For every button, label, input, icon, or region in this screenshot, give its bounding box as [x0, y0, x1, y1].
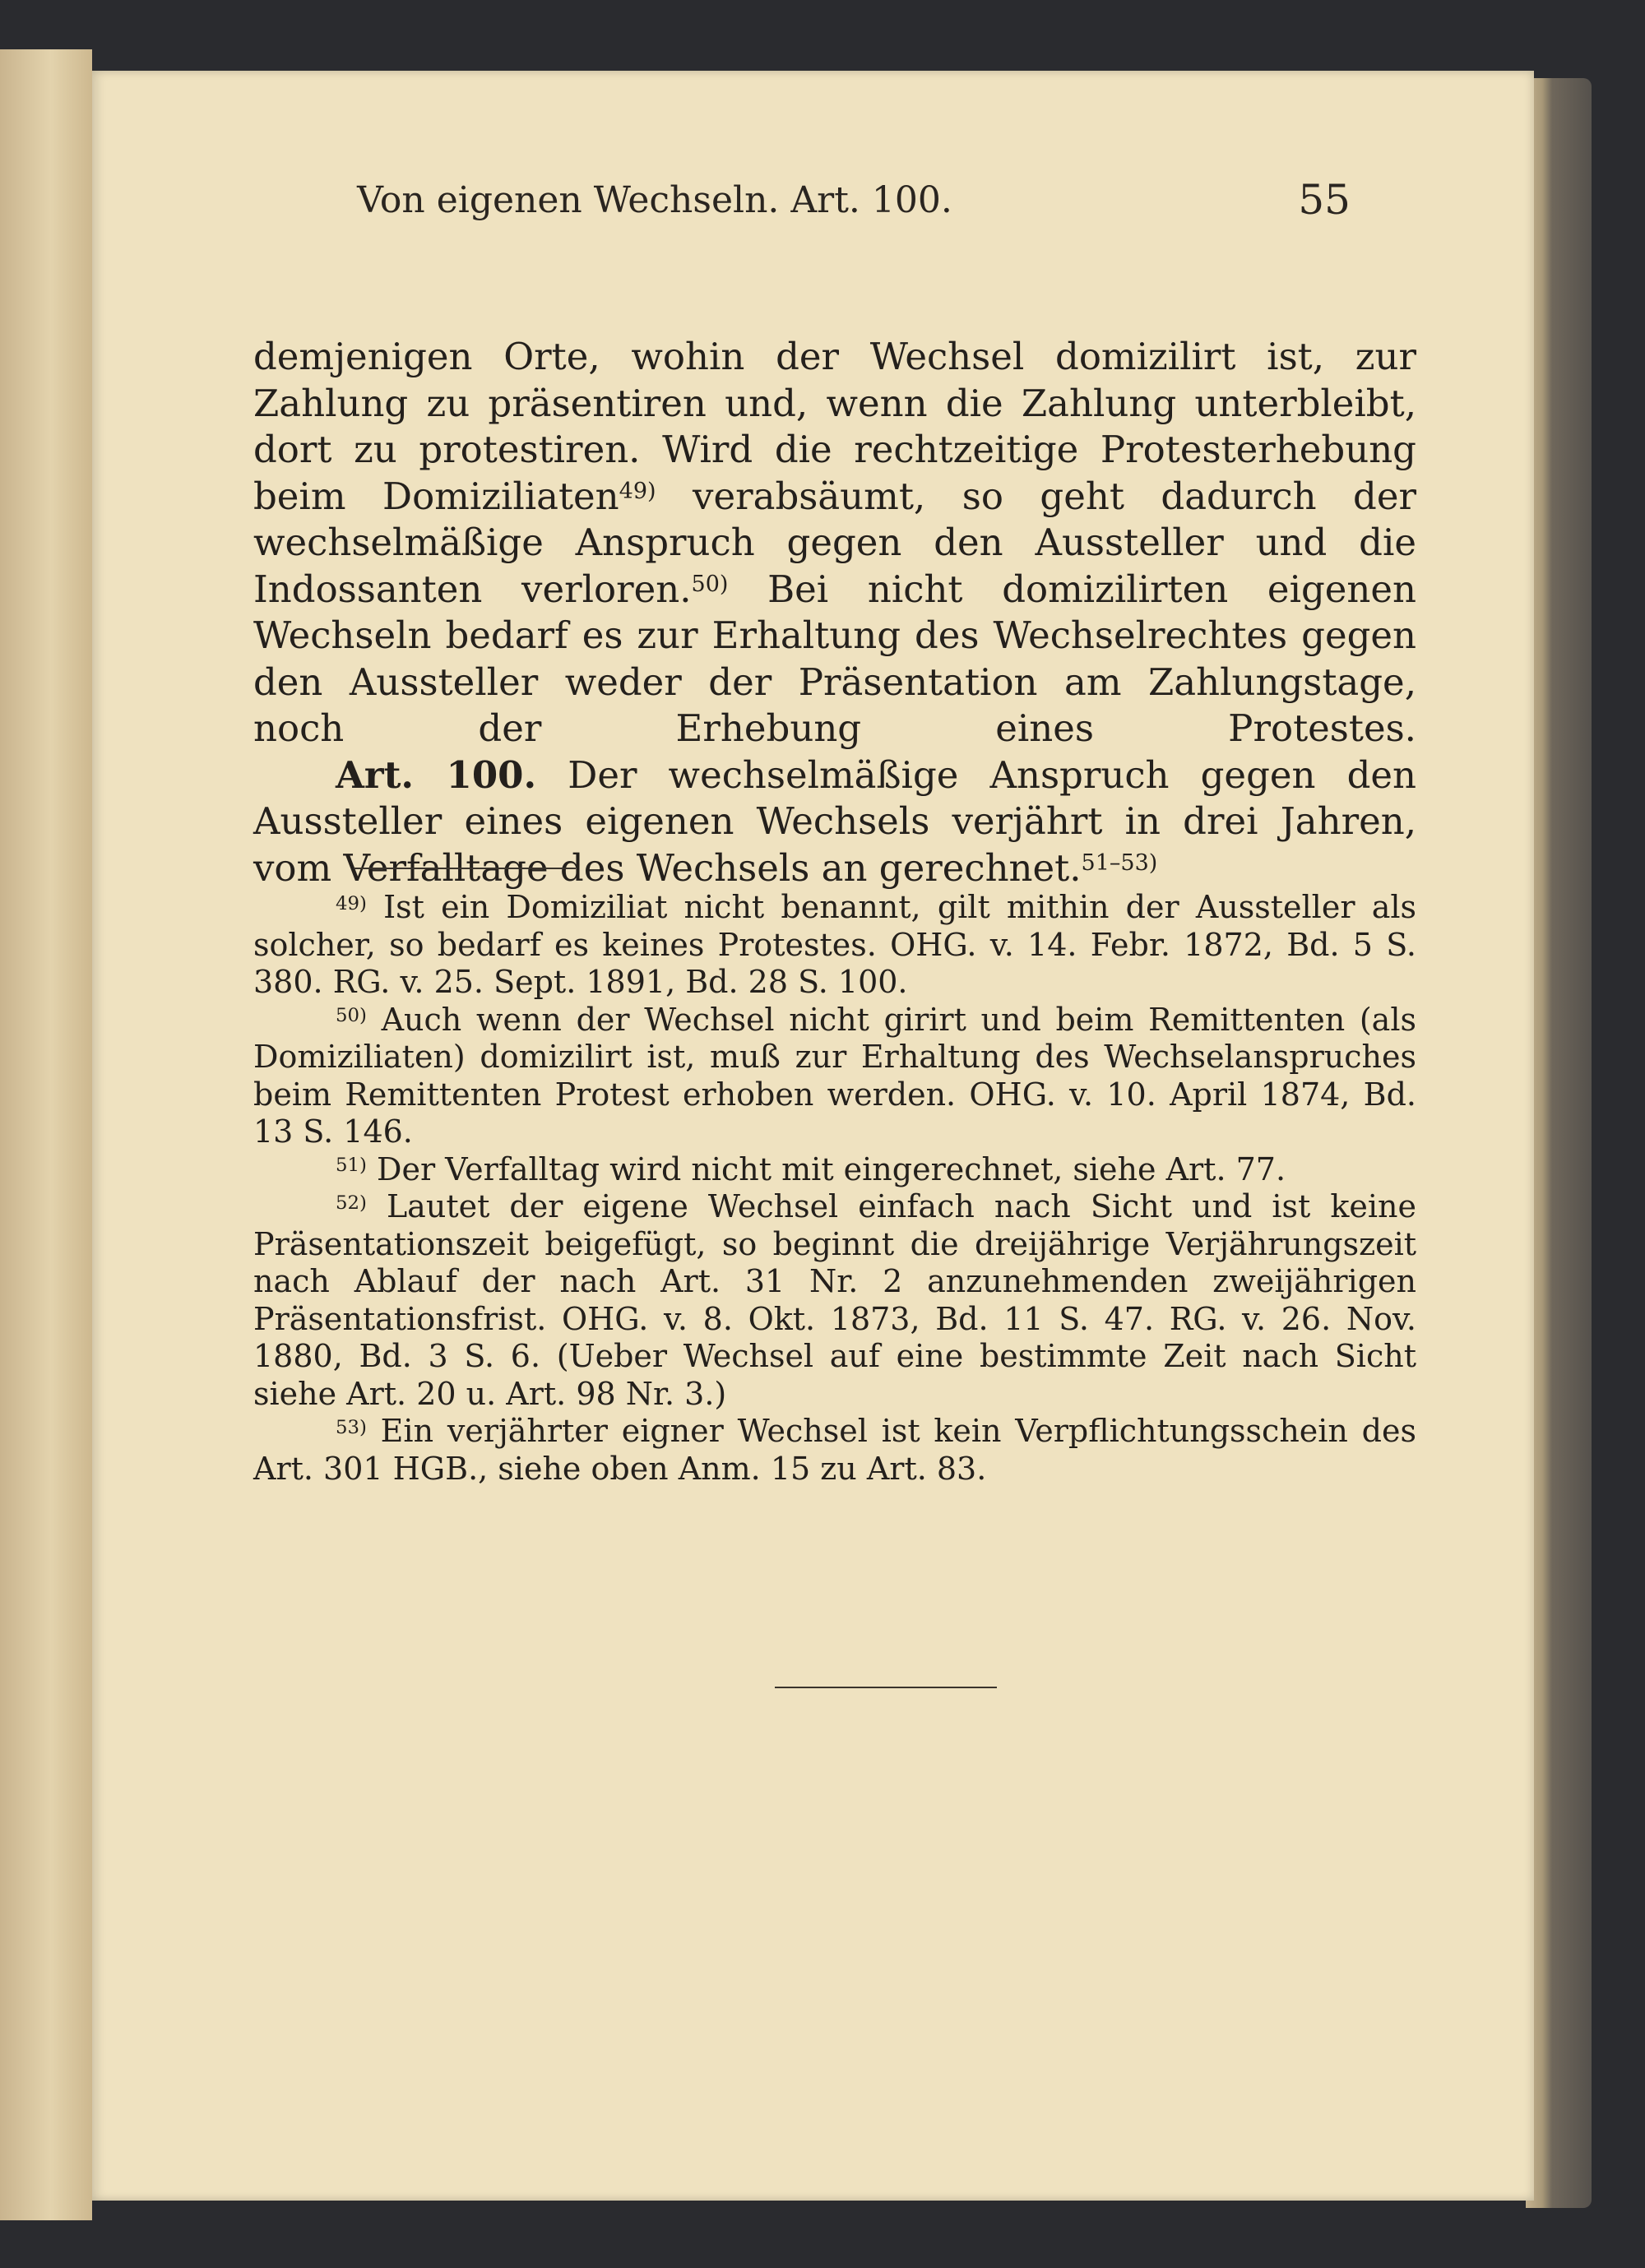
paragraph-art-100 — [253, 752, 1416, 892]
footnote-ref-51-53: 51–53) — [1081, 850, 1158, 877]
footnote-49 — [253, 889, 1416, 1002]
footnote-mark: 51) — [336, 1155, 367, 1177]
running-head: Von eigenen Wechseln. Art. 100. — [357, 179, 952, 221]
footnote-50 — [253, 1002, 1416, 1151]
article-label: Art. 100. — [336, 752, 537, 797]
closing-divider — [775, 1687, 997, 1688]
left-page-edge — [0, 49, 92, 2220]
paragraph-1-text-b: verabsäumt, so geht dadurch der wechselmäßige Anspruch gegen den Aussteller und die Indossanten verloren. — [253, 474, 1416, 611]
footnote-text: Ein verjährter eigner Wechsel ist kein Verpflichtungsschein des Art. 301 HGB., siehe oben Anm. 15 zu Art. 83. — [253, 1413, 1416, 1487]
paragraph-1-text-a: demjenigen Orte, wohin der Wechsel domizilirt ist, zur Zahlung zu präsentiren und, wenn die Zahlung unterbleibt, dort zu protestiren. Wird die rechtzeitige Protesterhebung beim Domiziliaten — [253, 335, 1416, 518]
footnote-text: Auch wenn der Wechsel nicht girirt und beim Remittenten (als Domiziliaten) domizilirt ist, muß zur Erhaltung des Wechselanspruches beim Remittenten Protest erhoben werden. OHG. v. 10. April 1874, Bd. 13 S. 146. — [253, 1001, 1416, 1150]
paragraph-2-text: Der wechselmäßige Anspruch gegen den Aussteller eines eigenen Wechsels verjährt in drei Jahren, vom Verfalltage des Wechsels an gerechnet. — [253, 752, 1416, 890]
page-number: 55 — [1298, 176, 1351, 224]
footnotes — [253, 889, 1416, 1488]
footnote-text: Lautet der eigene Wechsel einfach nach Sicht und ist keine Präsentationszeit beigefügt, so beginnt die dreijährige Verjährungszeit nach Ablauf der nach Art. 31 Nr. 2 anzunehmenden zweijährigen Präsentationsfrist. OHG. v. 8. Okt. 1873, Bd. 11 S. 47. RG. v. 26. Nov. 1880, Bd. 3 S. 6. (Ueber Wechsel auf eine bestimmte Zeit nach Sicht siehe Art. 20 u. Art. 98 Nr. 3.) — [253, 1188, 1416, 1412]
footnote-text: Ist ein Domiziliat nicht benannt, gilt mithin der Aussteller als solcher, so bedarf es keines Protestes. OHG. v. 14. Febr. 1872, Bd. 5 S. 380. RG. v. 25. Sept. 1891, Bd. 28 S. 100. — [253, 889, 1416, 1000]
footnote-mark: 50) — [336, 1005, 367, 1027]
footnote-mark: 53) — [336, 1416, 367, 1438]
page — [92, 71, 1534, 2201]
footnote-mark: 49) — [336, 892, 367, 914]
footnote-text: Der Verfalltag wird nicht mit eingerechnet, siehe Art. 77. — [366, 1150, 1286, 1187]
footnote-divider — [354, 868, 576, 869]
page-header — [92, 169, 1351, 227]
main-text — [253, 334, 1416, 891]
footnote-51 — [253, 1151, 1416, 1189]
footnote-ref-50: 50) — [691, 572, 729, 598]
footnote-53 — [253, 1413, 1416, 1488]
paragraph-1-text-c: Bei nicht domizilirten eigenen Wechseln bedarf es zur Erhaltung des Wechselrechtes gegen den Aussteller weder der Präsentation am Zahlungstage, noch der Erhebung eines Protestes. — [253, 567, 1416, 750]
footnote-mark: 52) — [336, 1192, 367, 1214]
paragraph-1 — [253, 334, 1416, 752]
footnote-ref-49: 49) — [619, 479, 656, 505]
footnote-52 — [253, 1188, 1416, 1413]
book-cover-edge — [1526, 78, 1592, 2208]
